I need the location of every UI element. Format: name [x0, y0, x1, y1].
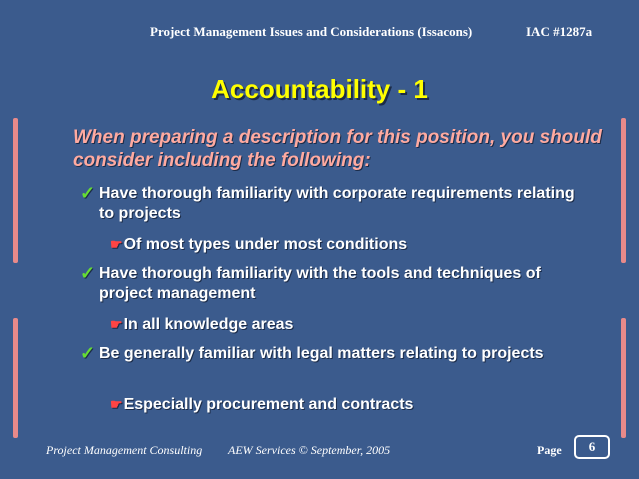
decorative-right-bar-top [621, 118, 626, 263]
slide-intro: When preparing a description for this position, you should consider including the following: [73, 127, 602, 171]
page-label: Page [537, 443, 562, 457]
course-title: Project Management Issues and Considerations (Issacons) [150, 24, 473, 39]
bullet-text: Have thorough familiarity with corporate requirements relating to projects [99, 185, 575, 222]
check-icon: ✓ [80, 263, 96, 283]
course-code: IAC #1287a [526, 24, 593, 39]
bullet-text: Have thorough familiarity with the tools and techniques of project management [99, 265, 541, 302]
sub-bullet-item [110, 234, 590, 255]
pointing-hand-icon: ☛ [110, 316, 123, 332]
sub-bullet-item [110, 314, 590, 335]
bullet-item [80, 264, 590, 304]
page-number-box [574, 435, 610, 459]
sub-bullet-text: Of most types under most conditions [123, 236, 408, 253]
sub-bullet-text: Especially procurement and contracts [123, 396, 414, 413]
decorative-left-bar-top [13, 118, 18, 263]
bullet-text: Be generally familiar with legal matters relating to projects [99, 345, 544, 362]
footer-copyright: AEW Services © September, 2005 [228, 443, 391, 457]
decorative-left-bar-bottom [13, 318, 18, 438]
bullet-item [80, 184, 590, 224]
sub-bullet-text: In all knowledge areas [123, 316, 294, 333]
footer-company: Project Management Consulting [46, 443, 203, 457]
check-icon: ✓ [80, 343, 96, 363]
bullet-item [80, 344, 590, 364]
sub-bullet-item [110, 394, 590, 415]
decorative-right-bar-bottom [621, 318, 626, 438]
page-number: 6 [588, 439, 596, 454]
check-icon: ✓ [80, 183, 96, 203]
slide-title: Accountability - 1 [211, 74, 428, 104]
pointing-hand-icon: ☛ [110, 396, 123, 412]
pointing-hand-icon: ☛ [110, 236, 123, 252]
